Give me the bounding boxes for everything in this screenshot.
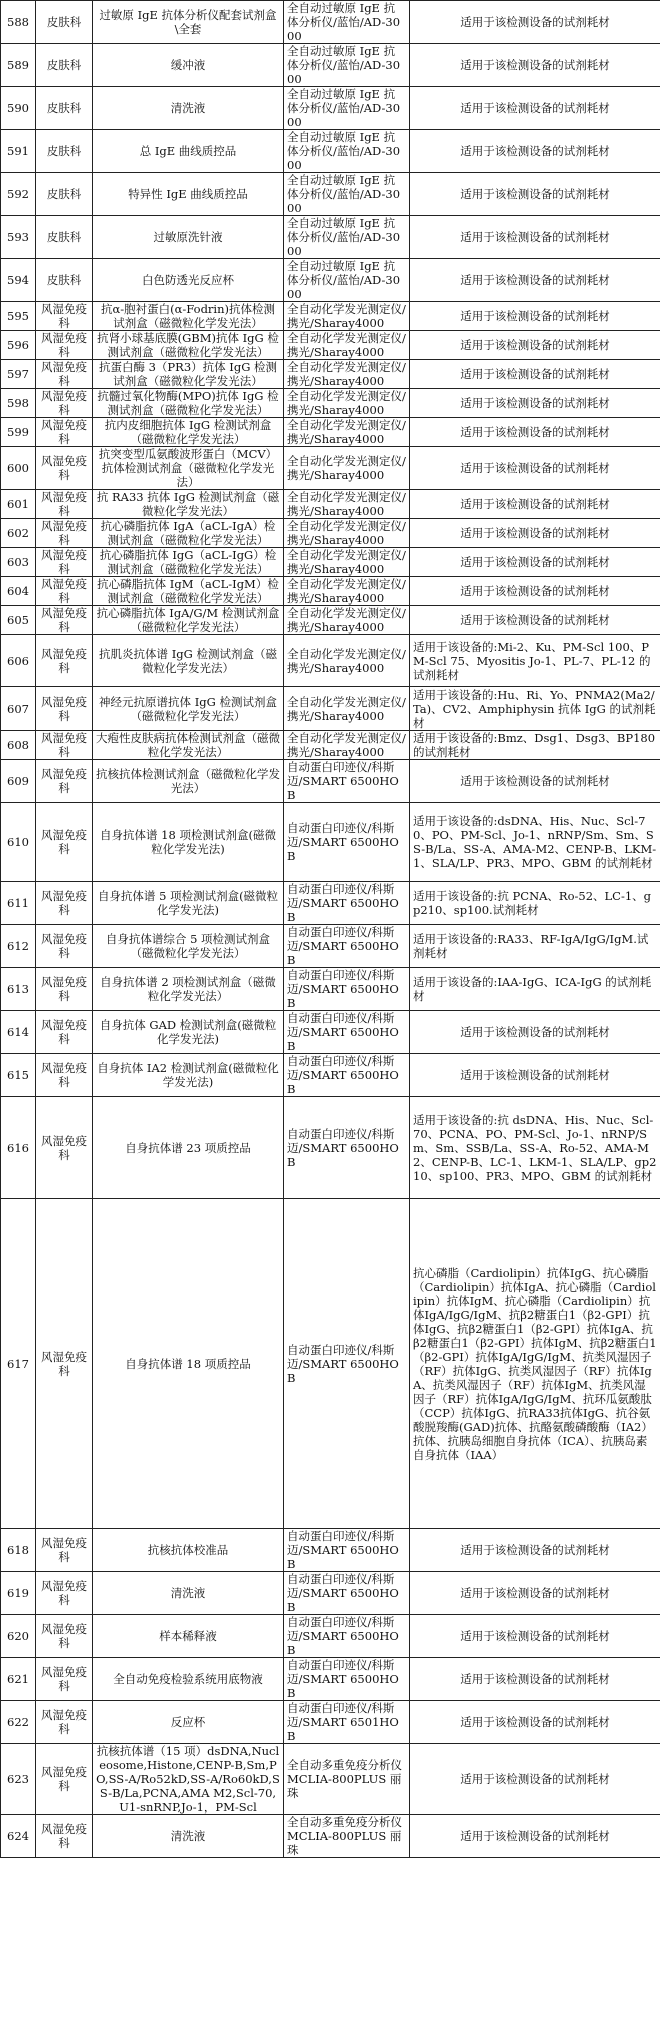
usage-cell: 适用于该检测设备的试剂耗材 [410,418,660,447]
product-name-cell: 自身抗体 IA2 检测试剂盒(磁微粒化学发光法) [93,1054,284,1097]
table-row [1,1,660,44]
table-row [1,44,660,87]
product-name-cell: 抗蛋白酶 3（PR3）抗体 IgG 检测试剂盒（磁微粒化学发光法） [93,360,284,389]
row-number: 623 [1,1744,36,1815]
table-row [1,447,660,490]
row-number: 590 [1,87,36,130]
product-name-cell: 白色防透光反应杯 [93,259,284,302]
table-row [1,389,660,418]
row-number: 610 [1,803,36,882]
department-cell: 风湿免疫科 [36,577,93,606]
department-cell: 风湿免疫科 [36,1199,93,1529]
product-name-cell: 神经元抗原谱抗体 IgG 检测试剂盒（磁微粒化学发光法） [93,687,284,731]
product-name-cell: 自身抗体谱 18 项检测试剂盒(磁微粒化学发光法) [93,803,284,882]
product-name-cell: 抗肾小球基底膜(GBM)抗体 IgG 检测试剂盒（磁微粒化学发光法） [93,331,284,360]
usage-cell: 适用于该检测设备的试剂耗材 [410,1815,660,1858]
device-cell: 全自动化学发光测定仪/携光/Sharay4000 [284,490,410,519]
department-cell: 风湿免疫科 [36,1615,93,1658]
department-cell: 风湿免疫科 [36,731,93,760]
product-name-cell: 清洗液 [93,87,284,130]
device-cell: 自动蛋白印迹仪/科斯迈/SMART 6500HOB [284,925,410,968]
department-cell: 风湿免疫科 [36,1529,93,1572]
table-row [1,87,660,130]
row-number: 592 [1,173,36,216]
device-cell: 全自动化学发光测定仪/携光/Sharay4000 [284,606,410,635]
row-number: 622 [1,1701,36,1744]
table-row [1,302,660,331]
product-name-cell: 自身抗体谱 18 项质控品 [93,1199,284,1529]
table-row [1,1658,660,1701]
table-row [1,173,660,216]
department-cell: 风湿免疫科 [36,1054,93,1097]
department-cell: 风湿免疫科 [36,1744,93,1815]
product-name-cell: 全自动免疫检验系统用底物液 [93,1658,284,1701]
row-number: 594 [1,259,36,302]
department-cell: 皮肤科 [36,173,93,216]
device-cell: 全自动过敏原 IgE 抗体分析仪/蓝怡/AD-3000 [284,173,410,216]
department-cell: 风湿免疫科 [36,635,93,687]
row-number: 615 [1,1054,36,1097]
device-cell: 自动蛋白印迹仪/科斯迈/SMART 6500HOB [284,1199,410,1529]
device-cell: 全自动化学发光测定仪/携光/Sharay4000 [284,731,410,760]
department-cell: 皮肤科 [36,259,93,302]
row-number: 600 [1,447,36,490]
department-cell: 风湿免疫科 [36,447,93,490]
usage-cell: 适用于该设备的:IAA-IgG、ICA-IgG 的试剂耗材 [410,968,660,1011]
table-row [1,882,660,925]
device-cell: 全自动化学发光测定仪/携光/Sharay4000 [284,577,410,606]
table-row [1,803,660,882]
department-cell: 风湿免疫科 [36,925,93,968]
row-number: 588 [1,1,36,44]
row-number: 612 [1,925,36,968]
device-cell: 全自动过敏原 IgE 抗体分析仪/蓝怡/AD-3000 [284,216,410,259]
department-cell: 风湿免疫科 [36,331,93,360]
product-name-cell: 总 IgE 曲线质控品 [93,130,284,173]
device-cell: 自动蛋白印迹仪/科斯迈/SMART 6501HOB [284,1701,410,1744]
device-cell: 全自动化学发光测定仪/携光/Sharay4000 [284,687,410,731]
department-cell: 皮肤科 [36,216,93,259]
department-cell: 风湿免疫科 [36,490,93,519]
usage-cell: 适用于该检测设备的试剂耗材 [410,490,660,519]
row-number: 621 [1,1658,36,1701]
usage-cell: 适用于该检测设备的试剂耗材 [410,577,660,606]
product-name-cell: 自身抗体谱综合 5 项检测试剂盒（磁微粒化学发光法） [93,925,284,968]
device-cell: 自动蛋白印迹仪/科斯迈/SMART 6500HOB [284,1658,410,1701]
department-cell: 风湿免疫科 [36,803,93,882]
row-number: 616 [1,1097,36,1199]
device-cell: 全自动多重免疫分析仪 MCLIA-800PLUS 丽珠 [284,1744,410,1815]
table-row [1,635,660,687]
department-cell: 风湿免疫科 [36,1572,93,1615]
row-number: 589 [1,44,36,87]
device-cell: 全自动化学发光测定仪/携光/Sharay4000 [284,331,410,360]
table-row [1,1529,660,1572]
usage-cell: 适用于该检测设备的试剂耗材 [410,44,660,87]
usage-cell: 适用于该检测设备的试剂耗材 [410,259,660,302]
table-row [1,216,660,259]
device-cell: 全自动过敏原 IgE 抗体分析仪/蓝怡/AD-3000 [284,1,410,44]
usage-cell: 适用于该检测设备的试剂耗材 [410,302,660,331]
table-row [1,1815,660,1858]
device-cell: 自动蛋白印迹仪/科斯迈/SMART 6500HOB [284,1572,410,1615]
device-cell: 全自动化学发光测定仪/携光/Sharay4000 [284,519,410,548]
device-cell: 全自动化学发光测定仪/携光/Sharay4000 [284,302,410,331]
department-cell: 风湿免疫科 [36,418,93,447]
usage-cell: 适用于该设备的:Hu、Ri、Yo、PNMA2(Ma2/Ta)、CV2、Amphiphysin 抗体 IgG 的试剂耗材 [410,687,660,731]
device-cell: 自动蛋白印迹仪/科斯迈/SMART 6500HOB [284,1054,410,1097]
device-cell: 全自动化学发光测定仪/携光/Sharay4000 [284,389,410,418]
department-cell: 风湿免疫科 [36,1658,93,1701]
department-cell: 风湿免疫科 [36,519,93,548]
usage-cell: 适用于该设备的:抗 PCNA、Ro-52、LC-1、gp210、sp100.试剂耗材 [410,882,660,925]
row-number: 603 [1,548,36,577]
usage-cell: 适用于该检测设备的试剂耗材 [410,548,660,577]
table-row [1,1572,660,1615]
usage-cell: 适用于该检测设备的试剂耗材 [410,360,660,389]
department-cell: 风湿免疫科 [36,968,93,1011]
row-number: 598 [1,389,36,418]
usage-cell: 适用于该检测设备的试剂耗材 [410,1011,660,1054]
usage-cell: 适用于该检测设备的试剂耗材 [410,130,660,173]
usage-cell: 适用于该设备的:RA33、RF-IgA/IgG/IgM.试剂耗材 [410,925,660,968]
row-number: 599 [1,418,36,447]
department-cell: 皮肤科 [36,44,93,87]
usage-cell: 适用于该设备的:Bmz、Dsg1、Dsg3、BP180 的试剂耗材 [410,731,660,760]
department-cell: 风湿免疫科 [36,1815,93,1858]
product-name-cell: 抗核抗体检测试剂盒（磁微粒化学发光法） [93,760,284,803]
usage-cell: 适用于该检测设备的试剂耗材 [410,1744,660,1815]
usage-cell: 适用于该检测设备的试剂耗材 [410,606,660,635]
product-name-cell: 自身抗体 GAD 检测试剂盒(磁微粒化学发光法) [93,1011,284,1054]
row-number: 624 [1,1815,36,1858]
department-cell: 风湿免疫科 [36,360,93,389]
row-number: 618 [1,1529,36,1572]
product-name-cell: 抗内皮细胞抗体 IgG 检测试剂盒（磁微粒化学发光法） [93,418,284,447]
device-cell: 全自动化学发光测定仪/携光/Sharay4000 [284,360,410,389]
usage-cell: 抗心磷脂（Cardiolipin）抗体IgG、抗心磷脂（Cardiolipin）抗体IgA、抗心磷脂（Cardiolipin）抗体IgM、抗心磷脂（Cardiolipin）抗体IgA/IgG/IgM、抗β2糖蛋白1（β2-GPⅠ）抗体IgG、抗β2糖蛋白1（β2-GPⅠ）抗体IgA、抗β2糖蛋白1（β2-GPⅠ）抗体IgM、抗β2糖蛋白1（β2-GPⅠ）抗体IgA/IgG/IgM、抗类风湿因子（RF）抗体IgG、抗类风湿因子（RF）抗体IgA、抗类风湿因子（RF）抗体IgM、抗类风湿因子（RF）抗体IgA/IgG/IgM、抗环瓜氨酸肽（CCP）抗体IgG、抗RA33抗体IgG、抗谷氨酸脱羧酶(GAD)抗体、抗酪氨酸磷酸酶（IA2）抗体、抗胰岛细胞自身抗体（ICA）、抗胰岛素自身抗体（IAA） [410,1199,660,1529]
table-row [1,968,660,1011]
row-number: 601 [1,490,36,519]
usage-cell: 适用于该检测设备的试剂耗材 [410,760,660,803]
usage-cell: 适用于该检测设备的试剂耗材 [410,1701,660,1744]
table-row [1,1701,660,1744]
usage-cell: 适用于该设备的:dsDNA、His、Nuc、Scl-70、PO、PM-Scl、Jo-1、nRNP/Sm、Sm、SS-B/La、SS-A、AMA-M2、CENP-B、LKM-1、SLA/LP、PR3、MPO、GBM 的试剂耗材 [410,803,660,882]
table-row [1,1097,660,1199]
table-row [1,925,660,968]
department-cell: 风湿免疫科 [36,1097,93,1199]
usage-cell: 适用于该检测设备的试剂耗材 [410,1615,660,1658]
usage-cell: 适用于该检测设备的试剂耗材 [410,389,660,418]
table-row [1,130,660,173]
department-cell: 风湿免疫科 [36,760,93,803]
usage-cell: 适用于该设备的:抗 dsDNA、His、Nuc、Scl-70、PCNA、PO、PM-Scl、Jo-1、nRNP/Sm、Sm、SSB/La、SS-A、Ro-52、AMA-M2、CENP-B、LC-1、LKM-1、SLA/LP、gp210、sp100、PR3、MPO、GBM 的试剂耗材 [410,1097,660,1199]
table-row [1,760,660,803]
table-row [1,490,660,519]
department-cell: 风湿免疫科 [36,1011,93,1054]
table-row [1,687,660,731]
table-row [1,1615,660,1658]
row-number: 609 [1,760,36,803]
usage-cell: 适用于该检测设备的试剂耗材 [410,1,660,44]
row-number: 597 [1,360,36,389]
table-row [1,360,660,389]
usage-cell: 适用于该检测设备的试剂耗材 [410,331,660,360]
product-name-cell: 抗核抗体谱（15 项）dsDNA,Nucleosome,Histone,CENP-B,Sm,PO,SS-A/Ro52kD,SS-A/Ro60kD,SS-B/La,PCNA,AMA M2,Scl-70,U1-snRNP,Jo-1，PM-Scl [93,1744,284,1815]
product-name-cell: 抗心磷脂抗体 IgA/G/M 检测试剂盒（磁微粒化学发光法） [93,606,284,635]
usage-cell: 适用于该检测设备的试剂耗材 [410,1529,660,1572]
table-row [1,331,660,360]
row-number: 608 [1,731,36,760]
product-name-cell: 大疱性皮肤病抗体检测试剂盒（磁微粒化学发光法） [93,731,284,760]
row-number: 611 [1,882,36,925]
usage-cell: 适用于该检测设备的试剂耗材 [410,1054,660,1097]
product-name-cell: 抗肌炎抗体谱 IgG 检测试剂盒（磁微粒化学发光法） [93,635,284,687]
department-cell: 皮肤科 [36,130,93,173]
usage-cell: 适用于该检测设备的试剂耗材 [410,1572,660,1615]
row-number: 619 [1,1572,36,1615]
device-cell: 全自动过敏原 IgE 抗体分析仪/蓝怡/AD-3000 [284,259,410,302]
product-name-cell: 样本稀释液 [93,1615,284,1658]
product-name-cell: 抗 RA33 抗体 IgG 检测试剂盒（磁微粒化学发光法） [93,490,284,519]
device-cell: 自动蛋白印迹仪/科斯迈/SMART 6500HOB [284,1011,410,1054]
department-cell: 风湿免疫科 [36,606,93,635]
usage-cell: 适用于该设备的:Mi-2、Ku、PM-Scl 100、PM-Scl 75、Myositis Jo-1、PL-7、PL-12 的试剂耗材 [410,635,660,687]
department-cell: 风湿免疫科 [36,389,93,418]
product-name-cell: 反应杯 [93,1701,284,1744]
row-number: 617 [1,1199,36,1529]
department-cell: 风湿免疫科 [36,882,93,925]
table-row [1,577,660,606]
department-cell: 风湿免疫科 [36,687,93,731]
table-row [1,606,660,635]
row-number: 607 [1,687,36,731]
device-cell: 全自动化学发光测定仪/携光/Sharay4000 [284,447,410,490]
department-cell: 风湿免疫科 [36,302,93,331]
department-cell: 皮肤科 [36,1,93,44]
table-row [1,1011,660,1054]
device-cell: 全自动化学发光测定仪/携光/Sharay4000 [284,635,410,687]
row-number: 595 [1,302,36,331]
row-number: 605 [1,606,36,635]
row-number: 613 [1,968,36,1011]
usage-cell: 适用于该检测设备的试剂耗材 [410,1658,660,1701]
product-name-cell: 过敏原洗针液 [93,216,284,259]
device-cell: 自动蛋白印迹仪/科斯迈/SMART 6500HOB [284,760,410,803]
row-number: 596 [1,331,36,360]
table-row [1,1054,660,1097]
product-name-cell: 自身抗体谱 2 项检测试剂盒（磁微粒化学发光法） [93,968,284,1011]
table-row [1,418,660,447]
device-cell: 全自动过敏原 IgE 抗体分析仪/蓝怡/AD-3000 [284,44,410,87]
device-cell: 全自动化学发光测定仪/携光/Sharay4000 [284,548,410,577]
device-cell: 自动蛋白印迹仪/科斯迈/SMART 6500HOB [284,803,410,882]
usage-cell: 适用于该检测设备的试剂耗材 [410,87,660,130]
device-cell: 全自动化学发光测定仪/携光/Sharay4000 [284,418,410,447]
department-cell: 风湿免疫科 [36,548,93,577]
device-cell: 全自动多重免疫分析仪 MCLIA-800PLUS 丽珠 [284,1815,410,1858]
product-name-cell: 自身抗体谱 5 项检测试剂盒(磁微粒化学发光法) [93,882,284,925]
row-number: 593 [1,216,36,259]
row-number: 602 [1,519,36,548]
usage-cell: 适用于该检测设备的试剂耗材 [410,519,660,548]
table-row [1,1744,660,1815]
row-number: 604 [1,577,36,606]
device-cell: 自动蛋白印迹仪/科斯迈/SMART 6500HOB [284,1529,410,1572]
table-row [1,731,660,760]
device-cell: 全自动过敏原 IgE 抗体分析仪/蓝怡/AD-3000 [284,130,410,173]
row-number: 591 [1,130,36,173]
table-row [1,259,660,302]
table-row [1,519,660,548]
product-name-cell: 抗髓过氧化物酶(MPO)抗体 IgG 检测试剂盒（磁微粒化学发光法） [93,389,284,418]
table-body [1,1,660,1858]
product-name-cell: 抗心磷脂抗体 IgM（aCL-IgM）检测试剂盒（磁微粒化学发光法） [93,577,284,606]
product-name-cell: 清洗液 [93,1572,284,1615]
usage-cell: 适用于该检测设备的试剂耗材 [410,216,660,259]
device-cell: 自动蛋白印迹仪/科斯迈/SMART 6500HOB [284,1615,410,1658]
device-cell: 全自动过敏原 IgE 抗体分析仪/蓝怡/AD-3000 [284,87,410,130]
department-cell: 皮肤科 [36,87,93,130]
device-cell: 自动蛋白印迹仪/科斯迈/SMART 6500HOB [284,968,410,1011]
usage-cell: 适用于该检测设备的试剂耗材 [410,173,660,216]
row-number: 614 [1,1011,36,1054]
table-row [1,1199,660,1529]
device-cell: 自动蛋白印迹仪/科斯迈/SMART 6500HOB [284,882,410,925]
row-number: 620 [1,1615,36,1658]
department-cell: 风湿免疫科 [36,1701,93,1744]
product-name-cell: 自身抗体谱 23 项质控品 [93,1097,284,1199]
usage-cell: 适用于该检测设备的试剂耗材 [410,447,660,490]
device-cell: 自动蛋白印迹仪/科斯迈/SMART 6500HOB [284,1097,410,1199]
product-name-cell: 清洗液 [93,1815,284,1858]
product-name-cell: 抗心磷脂抗体 IgG（aCL-IgG）检测试剂盒（磁微粒化学发光法） [93,548,284,577]
product-name-cell: 特异性 IgE 曲线质控品 [93,173,284,216]
table-row [1,548,660,577]
product-name-cell: 抗核抗体校准品 [93,1529,284,1572]
product-name-cell: 抗突变型瓜氨酸波形蛋白（MCV）抗体检测试剂盒（磁微粒化学发光法） [93,447,284,490]
product-name-cell: 过敏原 IgE 抗体分析仪配套试剂盒\全套 [93,1,284,44]
row-number: 606 [1,635,36,687]
product-name-cell: 抗α-胞衬蛋白(α-Fodrin)抗体检测试剂盒（磁微粒化学发光法） [93,302,284,331]
product-name-cell: 抗心磷脂抗体 IgA（aCL-IgA）检测试剂盒（磁微粒化学发光法） [93,519,284,548]
product-name-cell: 缓冲液 [93,44,284,87]
